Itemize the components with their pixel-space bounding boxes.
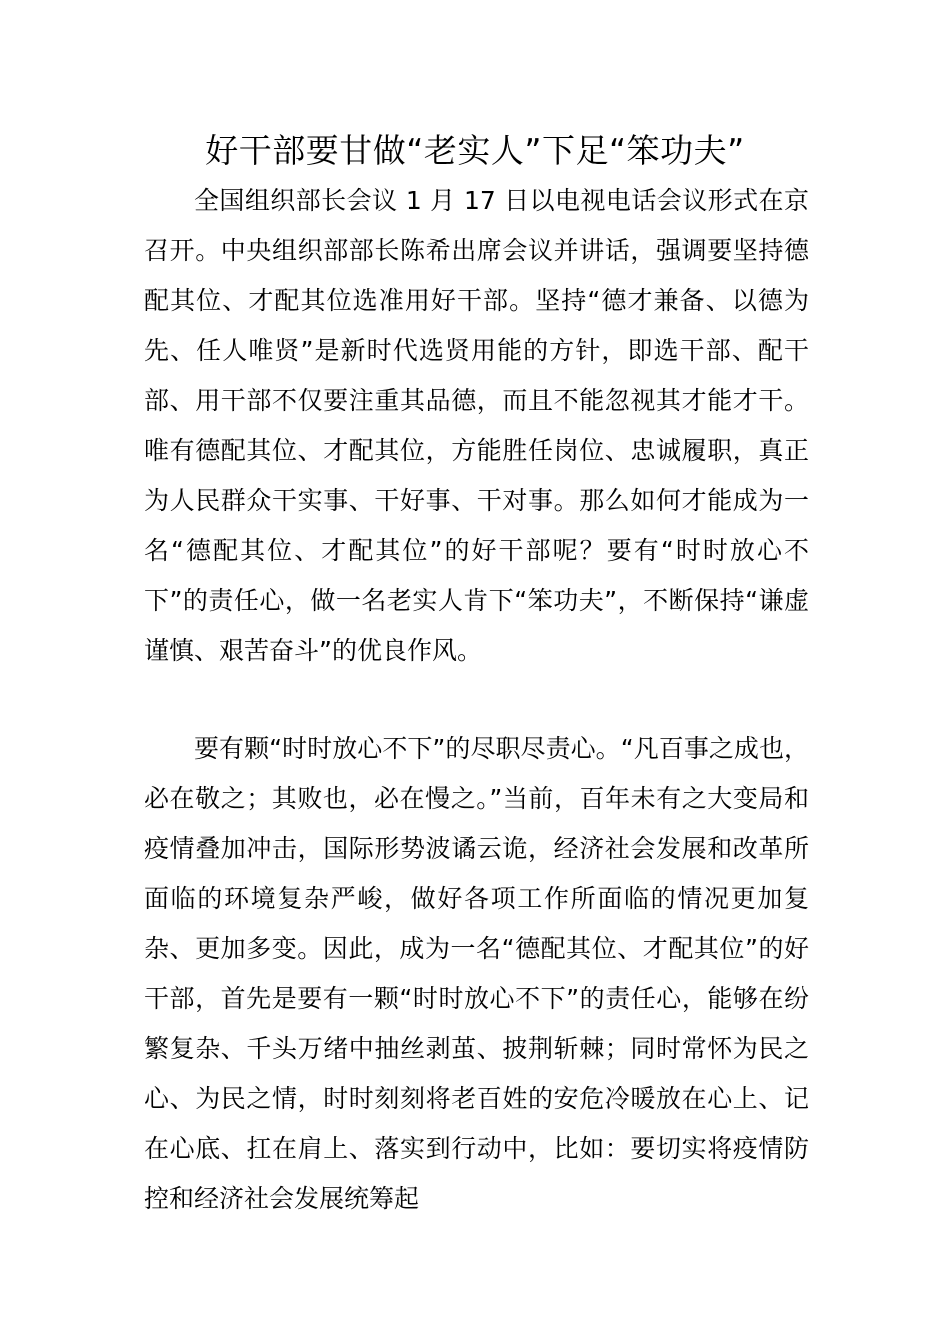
document-title: 好干部要甘做“老实人”下足“笨功夫”: [205, 131, 745, 170]
body-paragraph-intro: 全国组织部长会议 1 月 17 日以电视电话会议形式在京召开。中央组织部部长陈希出席会议并讲话，强调要坚持德配其位、才配其位选准用好干部。坚持“德才兼备、以德为先、任人唯贤”是新时代选贤用能的方针，即选干部、配干部、用干部不仅要注重其品德，而且不能忽视其才能才干。唯有德配其位、才配其位，方能胜任岗位、忠诚履职，真正为人民群众干实事、干好事、干对事。那么如何才能成为一名“德配其位、才配其位”的好干部呢？要有“时时放心不下”的责任心，做一名老实人肯下“笨功夫”，不断保持“谦虚谨慎、艰苦奋斗”的优良作风。: [144, 186, 809, 665]
body-paragraph-responsibility: 要有颗“时时放心不下”的尽职尽责心。“凡百事之成也，必在敬之；其败也，必在慢之。”当前，百年未有之大变局和疫情叠加冲击，国际形势波谲云诡，经济社会发展和改革所面临的环境复杂严峻，做好各项工作所面临的情况更加复杂、更加多变。因此，成为一名“德配其位、才配其位”的好干部，首先是要有一颗“时时放心不下”的责任心，能够在纷繁复杂、千头万绪中抽丝剥茧、披荆斩棘；同时常怀为民之心、为民之情，时时刻刻将老百姓的安危冷暖放在心上、记在心底、扛在肩上、落实到行动中，比如：要切实将疫情防控和经济社会发展统筹起: [144, 734, 809, 1213]
